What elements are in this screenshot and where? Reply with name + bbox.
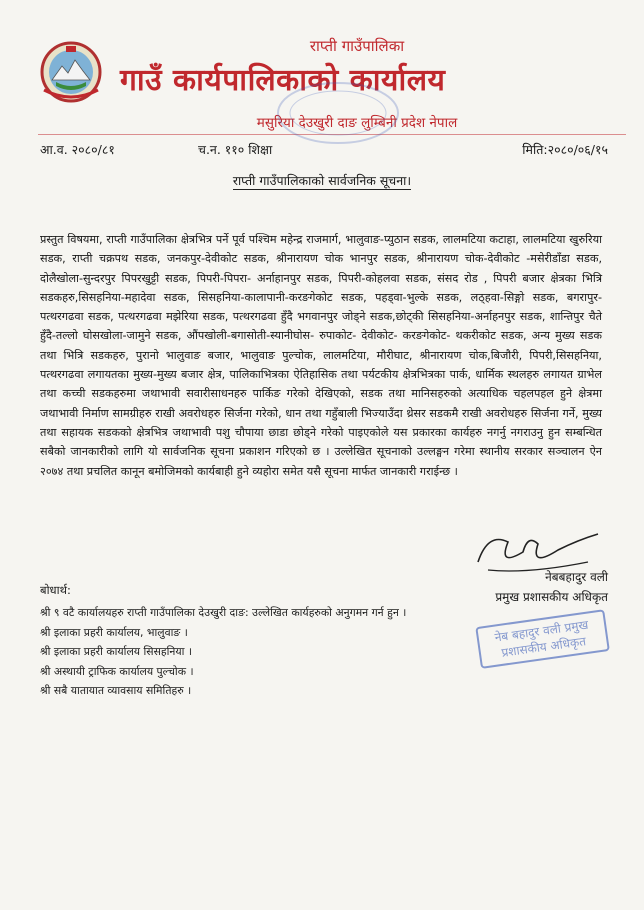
stamp-text: नेब बहादुर वली प्रमुख प्रशासकीय अधिकृत [475,609,610,669]
cc-label: बोधार्थ: [40,583,71,597]
municipality-name: राप्ती गाउँपालिका [309,37,405,55]
document-date: मिति:२०८०/०६/१५ [522,142,608,157]
signer-name: नेबबहादुर वली [545,570,608,584]
cc-item: श्री सबै यातायात व्यावसाय समितिहरु । [40,684,192,698]
official-stamp [475,609,610,675]
cc-item: श्री अस्थायी ट्राफिक कार्यालय पुल्चोक । [40,664,194,678]
fiscal-year: आ.व. २०८०/८१ [40,142,115,157]
office-title: गाउँ कार्यपालिकाको कार्यालय [120,63,446,98]
cc-item: श्री ९ वटै कार्यालयहरु राप्ती गाउँपालिका देउखुरी दाङ: उल्लेखित कार्यहरुको अनुगमन गर्न हुन । [40,606,407,619]
cc-item: श्री इलाका प्रहरी कार्यालय सिसहनिया । [40,645,192,659]
dispatch-number: च.न. ११० शिक्षा [198,142,273,157]
cc-list [40,603,406,701]
signer-title: प्रमुख प्रशासकीय अधिकृत [495,590,608,604]
cc-item: श्री इलाका प्रहरी कार्यालय, भालुवाङ । [40,625,188,639]
office-address: मसुरिया देउखुरी दाङ लुम्बिनी प्रदेश नेपाल [256,115,458,131]
subject-text: राप्ती गाउँपालिकाको सार्वजनिक सूचना। [232,173,412,188]
notice-body: प्रस्तुत विषयमा, राप्ती गाउँपालिका क्षेत्रभित्र पर्ने पूर्व पश्चिम महेन्द्र राजमार्ग, भालुवाङ-प्युठान सडक, लालमटिया कटाहा, लालमटिया खुरुरिया सडक, राप्ती चक्रपथ सडक, जनकपुर-देवीकोट सडक, श्रीनारायण चोक भानपुर सडक, श्रीनारायण चोक-देवीकोट -मसेरीडाँडा सडक, दोलैखोला-सुन्दरपुर पिपरखुट्टी सडक, पिपरी-पिपरा- अर्नाहानपुर सडक, पिपरी-कोहलवा सडक, संसद रोड , पिपरी बजार क्षेत्रका भित्रि सडकहरु,सिसहनिया-महादेवा सडक, सिसहनिया-कालापानी-करङगेकोट सडक, पहड्वा-भुल्के सडक, लठ्हवा-सिङ्गो सडक, बगरापुर-पत्थरगढवा सडक, पत्थरगढवा मझेरिया सडक, पत्थरगढवा हुँदै भगवानपुर जोड्ने सडक,छोट्की सिसहनिया-अर्नाहनपुर सडक, शान्तिपुर चैते हुँदै-तल्लो घोसखोला-जामुने सडक, औंपखोली-बगासोती-स्यानीघोस- रुपाकोट- देवीकोट- करङगेकोट- थकरीकोट सडक, अन्य मुख्य सडक तथा भित्रि सडकहरु, पुरानो भालुवाङ बजार, भालुवाङ पुल्चोक, लालमटिया, मौरीघाट, श्रीनारायण चोक,बिजौरी, पिपरी,सिसहनिया, पत्थरगढवा लगायतका मुख्य-मुख्य बजार क्षेत्र, पालिकाभित्रका ऐतिहासिक तथा पर्यटकीय क्षेत्रभित्रका पार्क, धार्मिक स्थलहरु लगायत ग्राभेल तथा कच्ची सडकहरुमा जथाभावी सवारीसाधनहरु पार्किङ गरेको देखिएको, सडक तथा मानिसहरुको अत्याधिक चहलपहल हुने क्षेत्रमा जथाभावी निर्माण सामग्रीहरु राखी अवरोधहरु सिर्जना गरेको, धान तथा गहुँबाली भिज्याउँदा थ्रेसर सडकमै राखी अवरोधहरु सिर्जना गर्ने, मुख्य तथा सहायक सडकको क्षेत्रभित्र जथाभावी पशु चौपाया छाडा छोड्ने गरेको पाइएकोले यस प्रकारका कार्यहरु नगर्नु नगराउनु हुन सम्बन्धित सबैको जानकारीको लागि यो सार्वजनिक सूचना प्रकाशन गरिएको छ । उल्लेखित सूचनाको उल्लङ्घन गरेमा स्थानीय सरकार सञ्चालन ऐन २०७४ तथा प्रचलित कानून बमोजिमको कार्यबाही हुने व्यहोरा समेत यसै सूचना मार्फत जानकारी गराईन्छ । [40,233,602,478]
subject-line [0,172,644,189]
round-stamp-icon [268,78,408,148]
